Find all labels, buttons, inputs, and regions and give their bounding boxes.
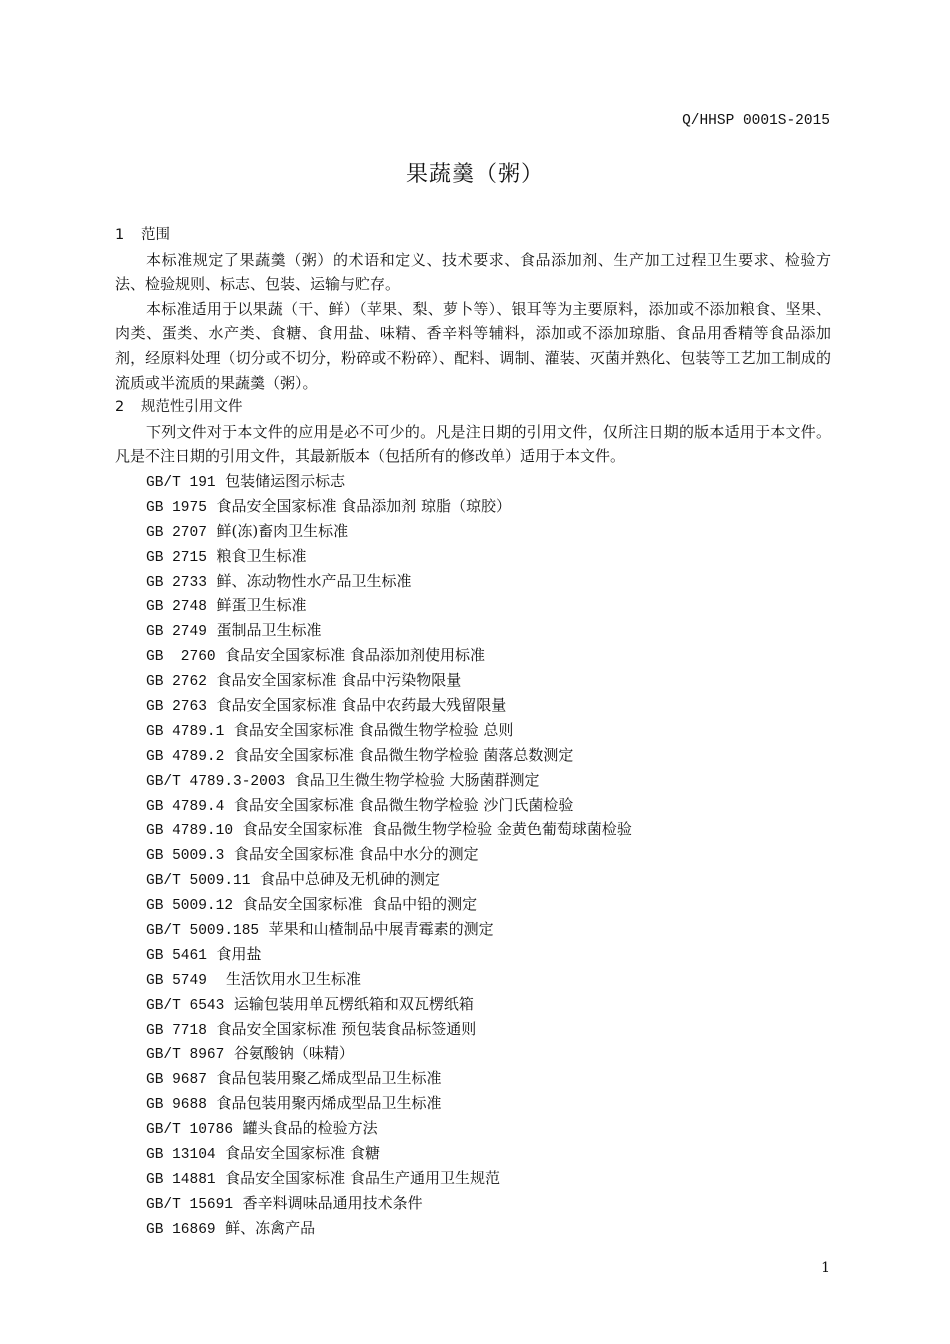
reference-item xyxy=(146,544,831,569)
reference-item xyxy=(146,793,831,818)
paragraph: 下列文件对于本文件的应用是必不可少的。凡是注日期的引用文件，仅所注日期的版本适用于本文件。凡是不注日期的引用文件，其最新版本（包括所有的修改单）适用于本文件。 xyxy=(115,422,831,466)
reference-code: GB 2762 xyxy=(146,674,207,691)
reference-item xyxy=(146,1141,831,1166)
reference-list xyxy=(146,469,831,1241)
reference-code: GB 9687 xyxy=(146,1072,207,1089)
reference-item xyxy=(146,917,831,942)
reference-title: 鲜蛋卫生标准 xyxy=(216,596,307,615)
reference-item xyxy=(146,1166,831,1191)
reference-code: GB 9688 xyxy=(146,1097,207,1114)
document-title: 果蔬羹（粥） xyxy=(405,162,544,187)
reference-title: 食品安全国家标准 食品中污染物限量 xyxy=(216,671,462,690)
reference-title: 谷氨酸钠（味精） xyxy=(233,1044,354,1063)
reference-title: 食品安全国家标准 食品微生物学检验 总则 xyxy=(233,720,514,739)
reference-title: 食品安全国家标准 食品微生物学检验 沙门氏菌检验 xyxy=(233,795,574,814)
reference-item xyxy=(146,1041,831,1066)
reference-title: 食品安全国家标准 食品生产通用卫生规范 xyxy=(225,1168,500,1187)
reference-title: 食品安全国家标准 食糖 xyxy=(225,1143,380,1162)
section-title: 范围 xyxy=(141,227,170,243)
reference-item xyxy=(146,1116,831,1141)
reference-code: GB/T 8967 xyxy=(146,1047,225,1064)
reference-title: 苹果和山楂制品中展青霉素的测定 xyxy=(268,919,494,938)
reference-item xyxy=(146,569,831,594)
reference-title: 食品安全国家标准 食品添加剂 琼脂（琼胶） xyxy=(216,496,512,515)
reference-item xyxy=(146,494,831,519)
reference-code: GB 7718 xyxy=(146,1022,207,1039)
reference-code: GB 4789.10 xyxy=(146,823,234,840)
reference-item xyxy=(146,1017,831,1042)
reference-title: 食品安全国家标准 食品微生物学检验 金黄色葡萄球菌检验 xyxy=(242,820,632,839)
reference-title: 食品安全国家标准 食品中铅的测定 xyxy=(242,895,478,914)
reference-code: GB 2707 xyxy=(146,524,207,541)
section-number: 1 xyxy=(115,227,125,243)
reference-code: GB 2760 xyxy=(146,649,216,666)
reference-item xyxy=(146,469,831,494)
section-number: 2 xyxy=(115,399,125,416)
section-heading-normative-references xyxy=(115,395,831,420)
reference-item xyxy=(146,992,831,1017)
reference-title: 食品卫生微生物学检验 大肠菌群测定 xyxy=(294,770,540,789)
reference-code: GB/T 15691 xyxy=(146,1196,234,1213)
reference-item xyxy=(146,693,831,718)
reference-item xyxy=(146,718,831,743)
reference-code: GB 2748 xyxy=(146,599,207,616)
reference-code: GB/T 5009.11 xyxy=(146,873,251,890)
reference-title: 生活饮用水卫生标准 xyxy=(216,969,362,988)
section-title: 规范性引用文件 xyxy=(141,399,243,416)
reference-item xyxy=(146,1216,831,1241)
reference-item xyxy=(146,1066,831,1091)
reference-code: GB 1975 xyxy=(146,499,207,516)
reference-title: 食用盐 xyxy=(216,944,262,963)
reference-title: 包装储运图示标志 xyxy=(225,471,346,490)
reference-code: GB 2733 xyxy=(146,574,207,591)
reference-item xyxy=(146,867,831,892)
reference-item xyxy=(146,768,831,793)
paragraph: 本标准规定了果蔬羹（粥）的术语和定义、技术要求、食品添加剂、生产加工过程卫生要求、检验方法、检验规则、标志、包装、运输与贮存。 xyxy=(115,250,831,294)
reference-item xyxy=(146,892,831,917)
reference-item xyxy=(146,967,831,992)
paragraph: 本标准适用于以果蔬（干、鲜）（苹果、梨、萝卜等）、银耳等为主要原料，添加或不添加粮食、坚果、肉类、蛋类、水产类、食糖、食用盐、味精、香辛料等辅料，添加或不添加琼脂、食品用香精等食品添加剂，经原料处理（切分或不切分，粉碎或不粉碎）、配料、调制、灌装、灭菌并熟化、包装等工艺加工制成的流质或半流质的果蔬羹（粥）。 xyxy=(115,299,831,392)
reference-title: 蛋制品卫生标准 xyxy=(216,621,322,640)
reference-item xyxy=(146,1191,831,1216)
reference-code: GB 13104 xyxy=(146,1146,216,1163)
reference-title: 食品包装用聚乙烯成型品卫生标准 xyxy=(216,1069,442,1088)
reference-title: 粮食卫生标准 xyxy=(216,546,307,565)
reference-code: GB 5749 xyxy=(146,972,207,989)
section-heading-scope xyxy=(115,223,831,248)
reference-code: GB/T 191 xyxy=(146,474,216,491)
reference-title: 食品安全国家标准 食品中农药最大残留限量 xyxy=(216,695,507,714)
reference-item xyxy=(146,643,831,668)
reference-code: GB 14881 xyxy=(146,1171,216,1188)
reference-item xyxy=(146,519,831,544)
reference-code: GB 2749 xyxy=(146,624,207,641)
reference-item xyxy=(146,743,831,768)
reference-title: 食品中总砷及无机砷的测定 xyxy=(259,870,440,889)
reference-title: 香辛料调味品通用技术条件 xyxy=(242,1193,423,1212)
reference-title: 食品安全国家标准 预包装食品标签通则 xyxy=(216,1019,477,1038)
reference-code: GB 4789.1 xyxy=(146,723,225,740)
reference-title: 鲜、冻禽产品 xyxy=(225,1218,316,1237)
reference-item xyxy=(146,1091,831,1116)
reference-code: GB/T 4789.3-2003 xyxy=(146,773,286,790)
reference-code: GB 4789.4 xyxy=(146,798,225,815)
page-number: 1 xyxy=(821,1260,830,1276)
reference-item xyxy=(146,817,831,842)
reference-title: 鲜、冻动物性水产品卫生标准 xyxy=(216,571,412,590)
document-body xyxy=(115,223,831,1241)
reference-item xyxy=(146,668,831,693)
reference-item xyxy=(146,942,831,967)
reference-title: 食品安全国家标准 食品中水分的测定 xyxy=(233,845,479,864)
standard-code: Q/HHSP 0001S-2015 xyxy=(682,113,830,129)
reference-title: 运输包装用单瓦楞纸箱和双瓦楞纸箱 xyxy=(233,994,474,1013)
reference-title: 鲜(冻)畜肉卫生标准 xyxy=(216,521,349,540)
reference-code: GB 5009.3 xyxy=(146,848,225,865)
reference-code: GB 5009.12 xyxy=(146,898,234,915)
reference-title: 罐头食品的检验方法 xyxy=(242,1119,378,1138)
reference-item xyxy=(146,842,831,867)
reference-code: GB/T 10786 xyxy=(146,1122,234,1139)
reference-code: GB/T 5009.185 xyxy=(146,922,260,939)
reference-code: GB 5461 xyxy=(146,947,207,964)
reference-code: GB 16869 xyxy=(146,1221,216,1238)
reference-title: 食品安全国家标准 食品微生物学检验 菌落总数测定 xyxy=(233,745,574,764)
reference-code: GB 2763 xyxy=(146,698,207,715)
reference-item xyxy=(146,618,831,643)
reference-item xyxy=(146,593,831,618)
reference-code: GB 4789.2 xyxy=(146,748,225,765)
reference-code: GB/T 6543 xyxy=(146,997,225,1014)
reference-title: 食品包装用聚丙烯成型品卫生标准 xyxy=(216,1094,442,1113)
reference-title: 食品安全国家标准 食品添加剂使用标准 xyxy=(225,646,485,665)
reference-code: GB 2715 xyxy=(146,549,207,566)
